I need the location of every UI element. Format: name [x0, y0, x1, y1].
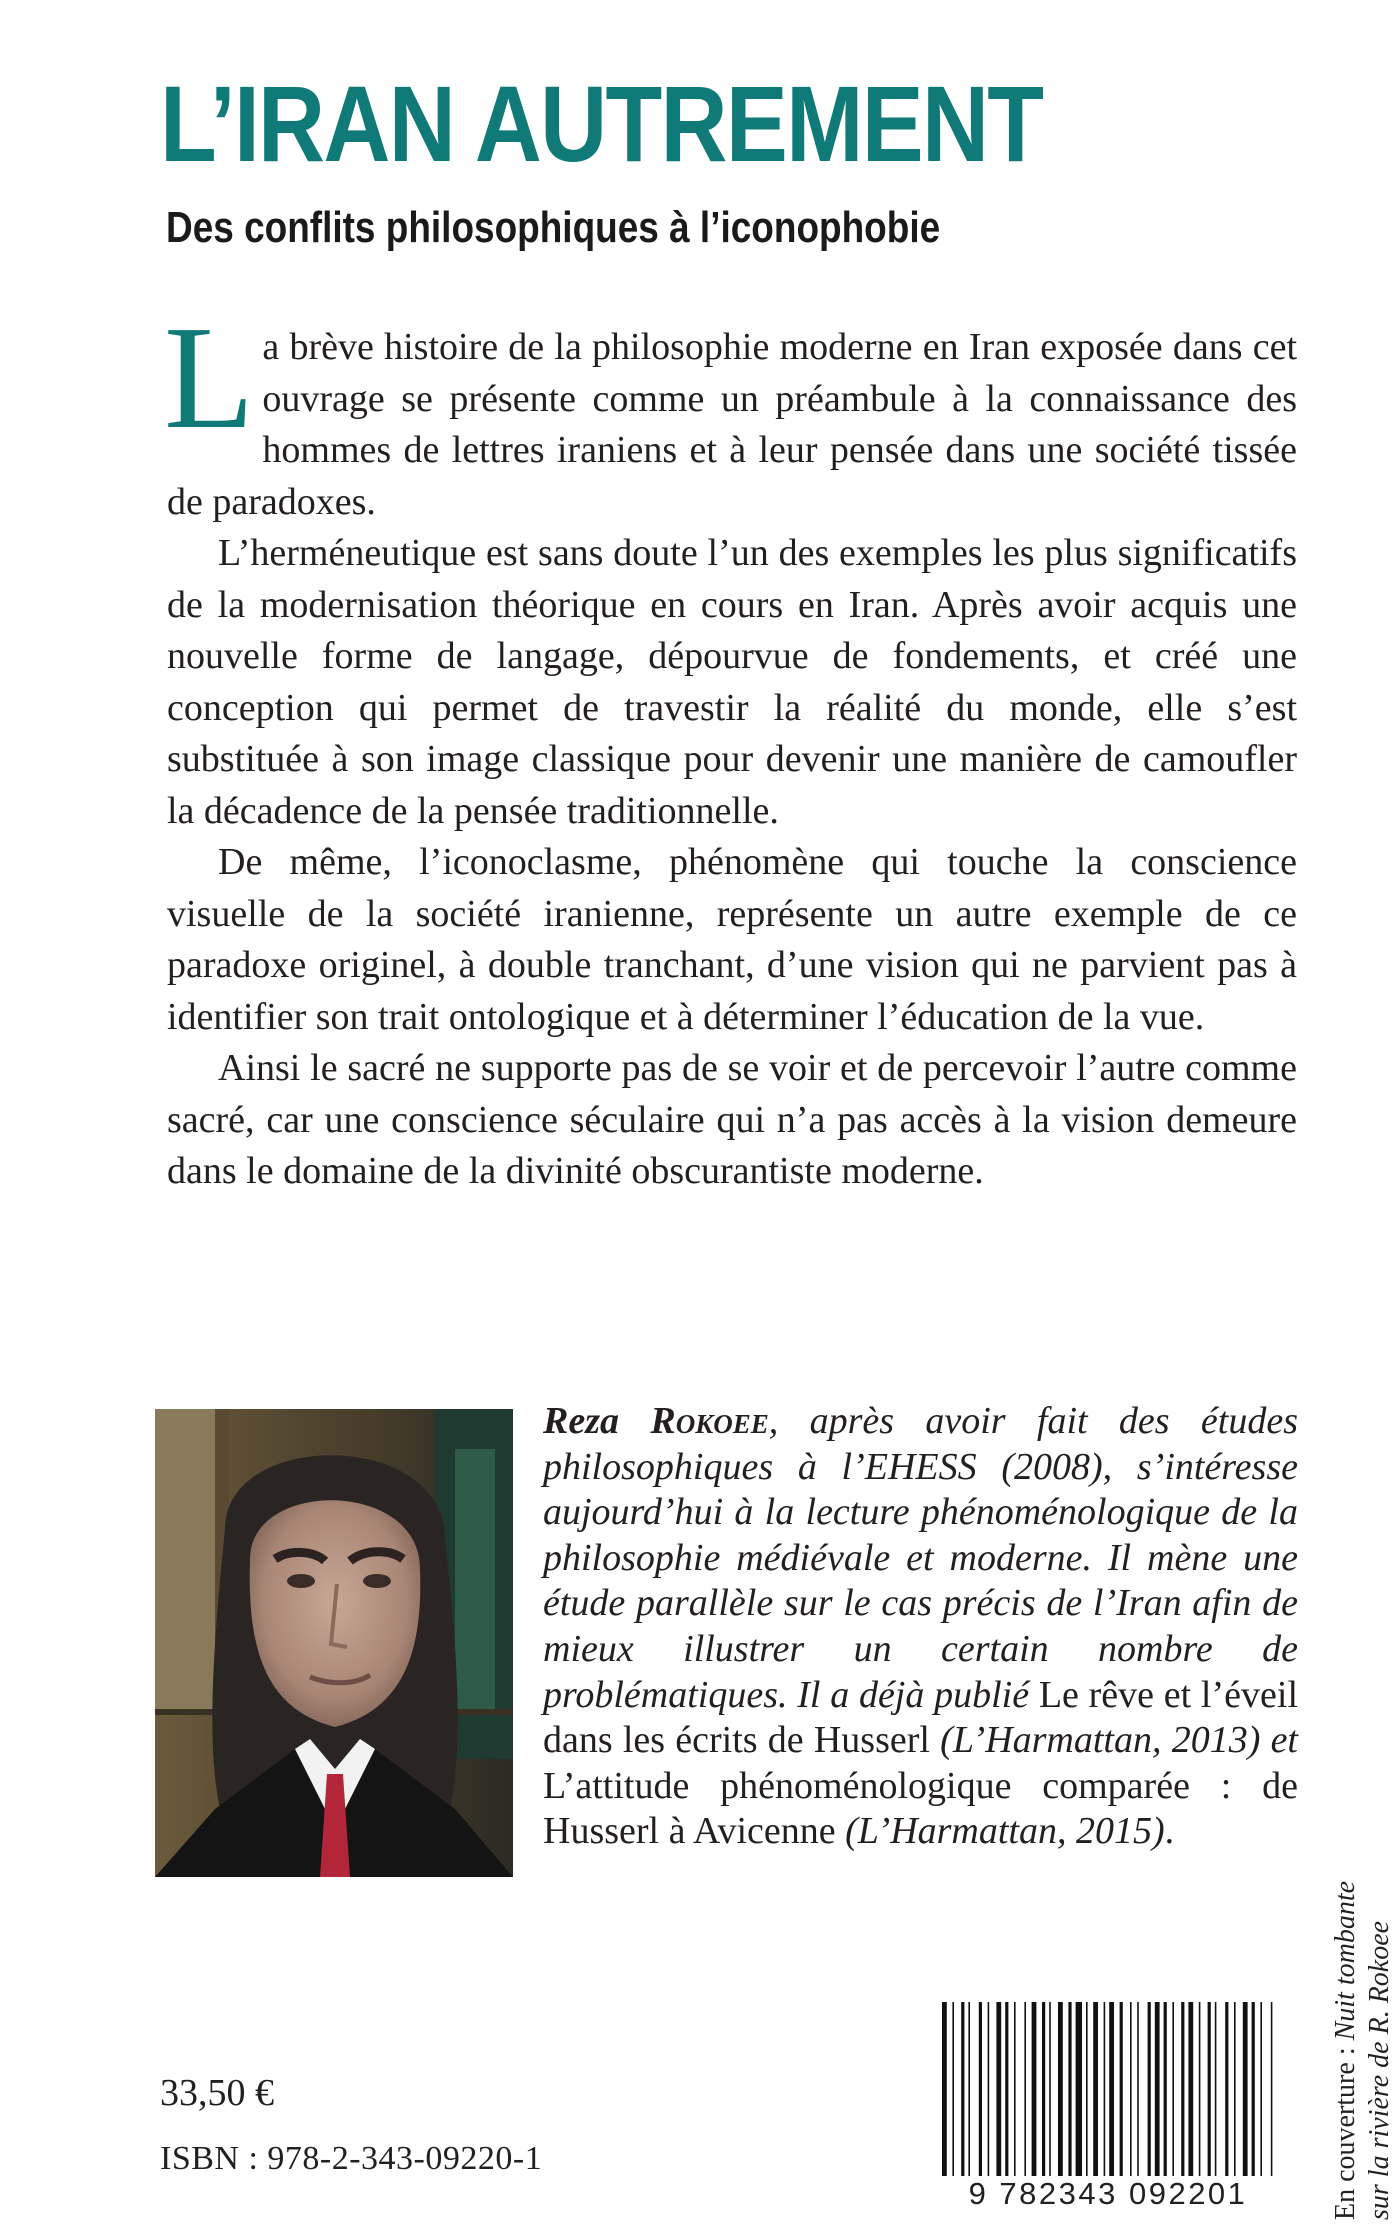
barcode-bar	[1104, 2002, 1106, 2180]
summary-paragraph-1-text: a brève histoire de la philosophie moderne en Iran exposée dans cet ouvrage se présente comme un préambule à la connaissance des hommes de lettres iraniens et à leur pensée dans une société tissée de paradoxes.	[167, 326, 1297, 523]
barcode-bar	[1093, 2002, 1098, 2180]
cover-credit-prefix: En couverture :	[1330, 2040, 1361, 2220]
barcode-bar	[952, 2002, 954, 2180]
barcode-bar	[1076, 2002, 1082, 2180]
barcode-bar	[1260, 2002, 1262, 2180]
cover-credit-line-2: sur la rivière de R. Rokoee	[1364, 1920, 1395, 2220]
barcode-bar	[1164, 2002, 1167, 2180]
bio-end: .	[1164, 1810, 1175, 1853]
summary-paragraph-1	[164, 296, 1297, 528]
barcode-bar	[968, 2002, 970, 2180]
author-bio-paragraph	[543, 1399, 1298, 1855]
barcode-bar	[1199, 2002, 1201, 2180]
barcode-bar	[942, 2002, 947, 2180]
cover-credit	[1329, 1340, 1397, 2220]
back-cover-summary	[164, 296, 1297, 1198]
barcode-bar	[1014, 2002, 1016, 2180]
barcode-bar	[1148, 2002, 1151, 2180]
author-last-name: Rokoee	[650, 1400, 769, 1442]
summary-paragraph-4: Ainsi le sacré ne supporte pas de se voir et de percevoir l’autre comme sacré, car une conscience séculaire qui n’a pas accès à la vision demeure dans le domaine de la divinité obscurantiste moderne.	[167, 1047, 1297, 1192]
summary-paragraph-3: De même, l’iconoclasme, phénomène qui touche la conscience visuelle de la société iranienne, représente un autre exemple de ce paradoxe originel, à double tranchant, d’une vision qui ne parvient pas à identifier son trait ontologique et à déterminer l’éducation de la vue.	[167, 841, 1297, 1038]
author-biography	[543, 1399, 1298, 1855]
barcode-bar	[1155, 2002, 1160, 2180]
barcode-bar	[1252, 2002, 1255, 2180]
author-photo	[155, 1409, 513, 1877]
barcode-bar	[996, 2002, 1001, 2180]
bio-book-title-1: Le rêve et l’éveil dans les écrits de Husserl	[543, 1673, 1298, 1762]
cover-credit-work-title: Nuit tombante	[1330, 1880, 1361, 2041]
cover-credit-line-1	[1329, 1340, 1363, 2220]
price: 33,50 €	[160, 2072, 274, 2114]
barcode-bar	[1058, 2002, 1063, 2180]
barcode-bar	[979, 2002, 982, 2180]
barcode-digits: 9 782343 092201	[938, 2176, 1278, 2212]
book-subtitle: Des conflits philosophiques à l’iconophobie	[166, 203, 941, 252]
barcode-bar	[1032, 2002, 1037, 2180]
barcode-bar	[988, 2002, 990, 2180]
barcode-bar	[961, 2002, 964, 2180]
bio-publisher-1: (L’Harmattan, 2013) et	[940, 1719, 1298, 1762]
barcode-bar	[1271, 2002, 1273, 2180]
isbn: ISBN : 978-2-343-09220-1	[160, 2140, 543, 2177]
barcode-bar	[1049, 2002, 1051, 2180]
bio-text: , après avoir fait des études philosophiques à l’EHESS (2008), s’intéresse aujourd’hui à la lecture phénoménologique de la philosophie médiévale et moderne. Il mène une étude parallèle sur le cas précis de l’Iran afin de mieux illustrer un certain nombre de problématiques. Il a déjà publié	[543, 1400, 1298, 1716]
author-portrait-image	[155, 1409, 513, 1877]
barcode-bar	[1188, 2002, 1193, 2180]
barcode-bar	[1225, 2002, 1228, 2180]
bio-book-title-2: L’attitude phénoménologique comparée : de Husserl à Avicenne	[543, 1764, 1298, 1853]
barcode-bar	[1234, 2002, 1236, 2180]
barcode-bar	[1024, 2002, 1026, 2180]
barcode-bar	[1086, 2002, 1088, 2180]
barcode-bar	[1181, 2002, 1184, 2180]
barcode-bar	[1172, 2002, 1174, 2180]
barcode-bar	[1120, 2002, 1123, 2180]
barcode-bar	[1109, 2002, 1114, 2180]
author-first-name: Reza	[543, 1400, 619, 1442]
barcode-bar	[1005, 2002, 1008, 2180]
book-title: L’IRAN AUTREMENT	[160, 63, 1043, 184]
barcode-bar	[1137, 2002, 1139, 2180]
barcode-bar	[1068, 2002, 1071, 2180]
bio-publisher-2: (L’Harmattan, 2015)	[845, 1810, 1165, 1853]
drop-cap: L	[164, 296, 255, 460]
barcode-bar	[1243, 2002, 1248, 2180]
barcode-bar	[1130, 2002, 1132, 2180]
summary-paragraph-2: L’herméneutique est sans doute l’un des exemples les plus significatifs de la modernisation théorique en cours en Iran. Après avoir acquis une nouvelle forme de langage, dépourvue de fondements, et créé une conception qui permet de travestir la réalité du monde, elle s’est substituée à son image classique pour devenir une manière de camoufler la décadence de la pensée traditionnelle.	[167, 532, 1297, 832]
barcode-bar	[1042, 2002, 1045, 2180]
barcode-bar	[1215, 2002, 1217, 2180]
barcode-bar	[1208, 2002, 1211, 2180]
